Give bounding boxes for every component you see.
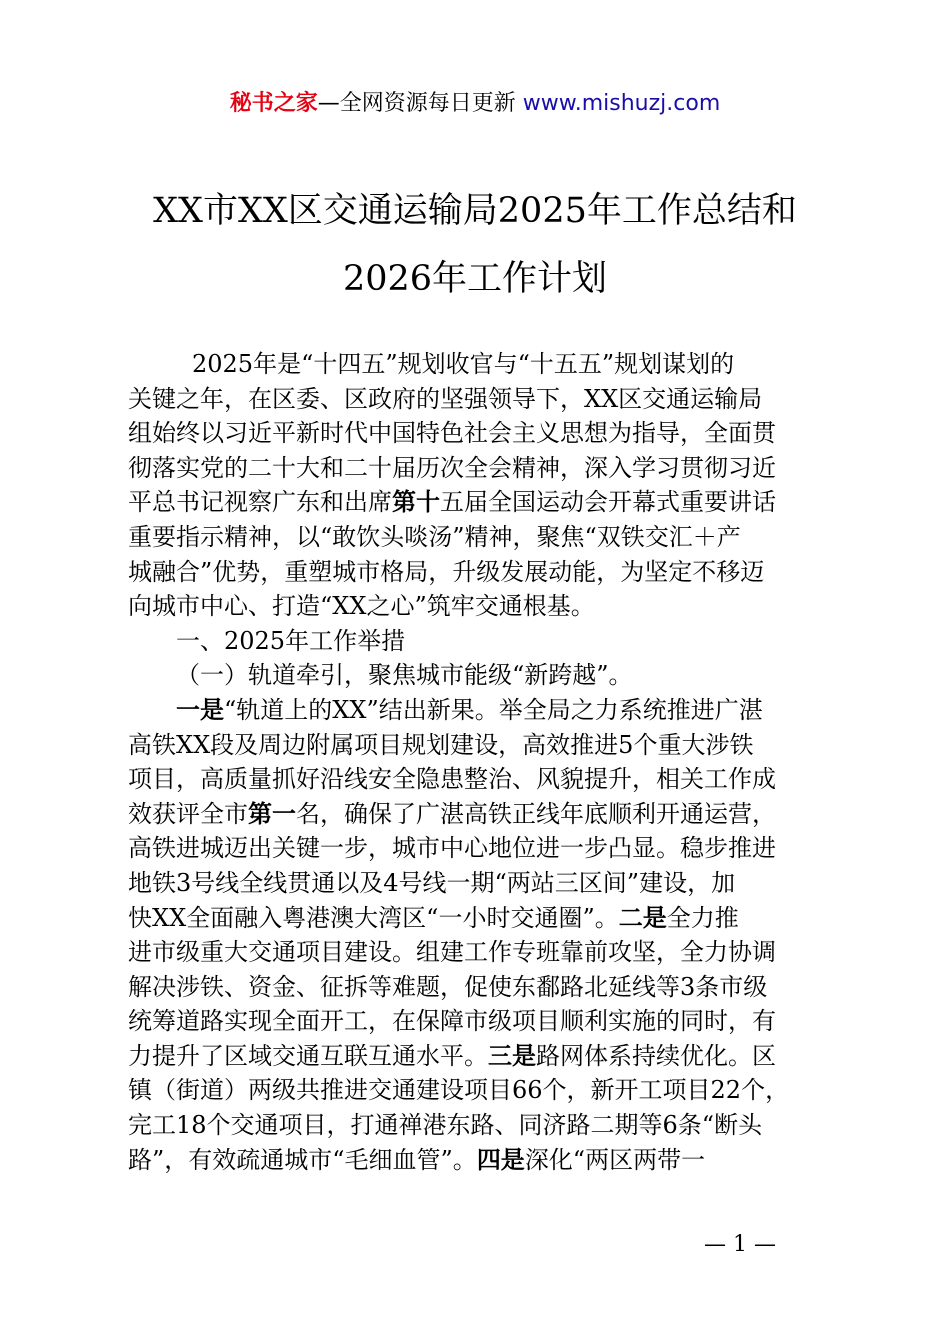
body-line: 统筹道路实现全面开工，在保障市级项目顺利实施的同时，有	[128, 1007, 776, 1036]
body-text: 深化“两区两带一	[524, 1145, 706, 1174]
body-line	[128, 1143, 828, 1178]
body-line: 进市级重大交通项目建设。组建工作专班靠前攻坚，全力协调	[128, 938, 776, 967]
page-number: — 1 —	[704, 1232, 776, 1257]
body-line: 城融合”优势，重塑城市格局，升级发展动能，为坚定不移迈	[128, 557, 765, 586]
body-line: 组始终以习近平新时代中国特色社会主义思想为指导，全面贯	[128, 419, 776, 448]
document-title-line-2: 2026年工作计划	[342, 259, 608, 299]
body-line: 高铁XX段及周边附属项目规划建设，高效推进5个重大涉铁	[128, 730, 754, 759]
body-text: “轨道上的XX”结出新果。举全局之力系统推进广湛	[224, 695, 763, 724]
body-line	[128, 1039, 828, 1074]
body-line: 关键之年，在区委、区政府的坚强领导下，XX区交通运输局	[128, 384, 763, 413]
body-line: 2025年是“十四五”规划收官与“十五五”规划谋划的	[192, 350, 735, 378]
bold-text: 第一	[248, 798, 296, 828]
body-text: 路网体系持续优化。区	[536, 1041, 776, 1070]
bold-text: 二是	[618, 902, 667, 932]
body-text: 平总书记视察广东和出席	[128, 488, 392, 517]
body-line	[128, 901, 828, 936]
body-text: 路”，有效疏通城市“毛细血管”。	[128, 1145, 477, 1174]
body-text: 名，确保了广湛高铁正线年底顺利开通运营，	[296, 799, 776, 828]
body-text: 力提升了区域交通互联互通水平。	[128, 1041, 488, 1070]
document-body	[128, 347, 828, 1177]
body-line: 向城市中心、打造“XX之心”筑牢交通根基。	[128, 592, 595, 621]
body-text: 五届全国运动会开幕式重要讲话	[440, 488, 776, 517]
site-slogan: —全网资源每日更新	[317, 91, 523, 116]
body-text: 全力推	[666, 903, 739, 932]
bold-text: 一是	[176, 694, 224, 724]
body-text: 效获评全市	[128, 799, 248, 828]
bold-text: 三是	[488, 1040, 536, 1070]
section-heading: 一、2025年工作举措	[176, 626, 406, 655]
body-line: 重要指示精神，以“敢饮头啖汤”精神，聚焦“双铁交汇＋产	[128, 522, 741, 551]
body-line	[128, 485, 828, 520]
body-line	[128, 797, 828, 832]
site-url-link[interactable]: www.mishuzj.com	[522, 91, 721, 116]
body-line: 地铁3号线全线贯通以及4号线一期“两站三区间”建设，加	[128, 868, 736, 897]
site-header	[0, 86, 950, 122]
document-title-line-1: XX市XX区交通运输局2025年工作总结和	[153, 191, 797, 231]
body-text: 快XX全面融入粤港澳大湾区“一小时交通圈”。	[128, 903, 619, 932]
body-line: 解决涉铁、资金、征拆等难题，促使东鄱路北延线等3条市级	[128, 972, 768, 1001]
bold-text: 第十	[392, 487, 440, 517]
bold-text: 四是	[476, 1144, 525, 1174]
body-line: 镇（街道）两级共推进交通建设项目66个，新开工项目22个，	[128, 1076, 790, 1105]
site-name: 秘书之家	[229, 91, 318, 116]
body-line	[128, 693, 828, 728]
body-line: 完工18个交通项目，打通禅港东路、同济路二期等6条“断头	[128, 1111, 763, 1140]
body-line: 高铁进城迈出关键一步，城市中心地位进一步凸显。稳步推进	[128, 834, 776, 863]
body-line: 项目，高质量抓好沿线安全隐患整治、风貌提升，相关工作成	[128, 765, 776, 794]
subsection-heading: （一）轨道牵引，聚焦城市能级“新跨越”。	[176, 661, 633, 690]
body-line: 彻落实党的二十大和二十届历次全会精神，深入学习贯彻习近	[128, 453, 776, 482]
